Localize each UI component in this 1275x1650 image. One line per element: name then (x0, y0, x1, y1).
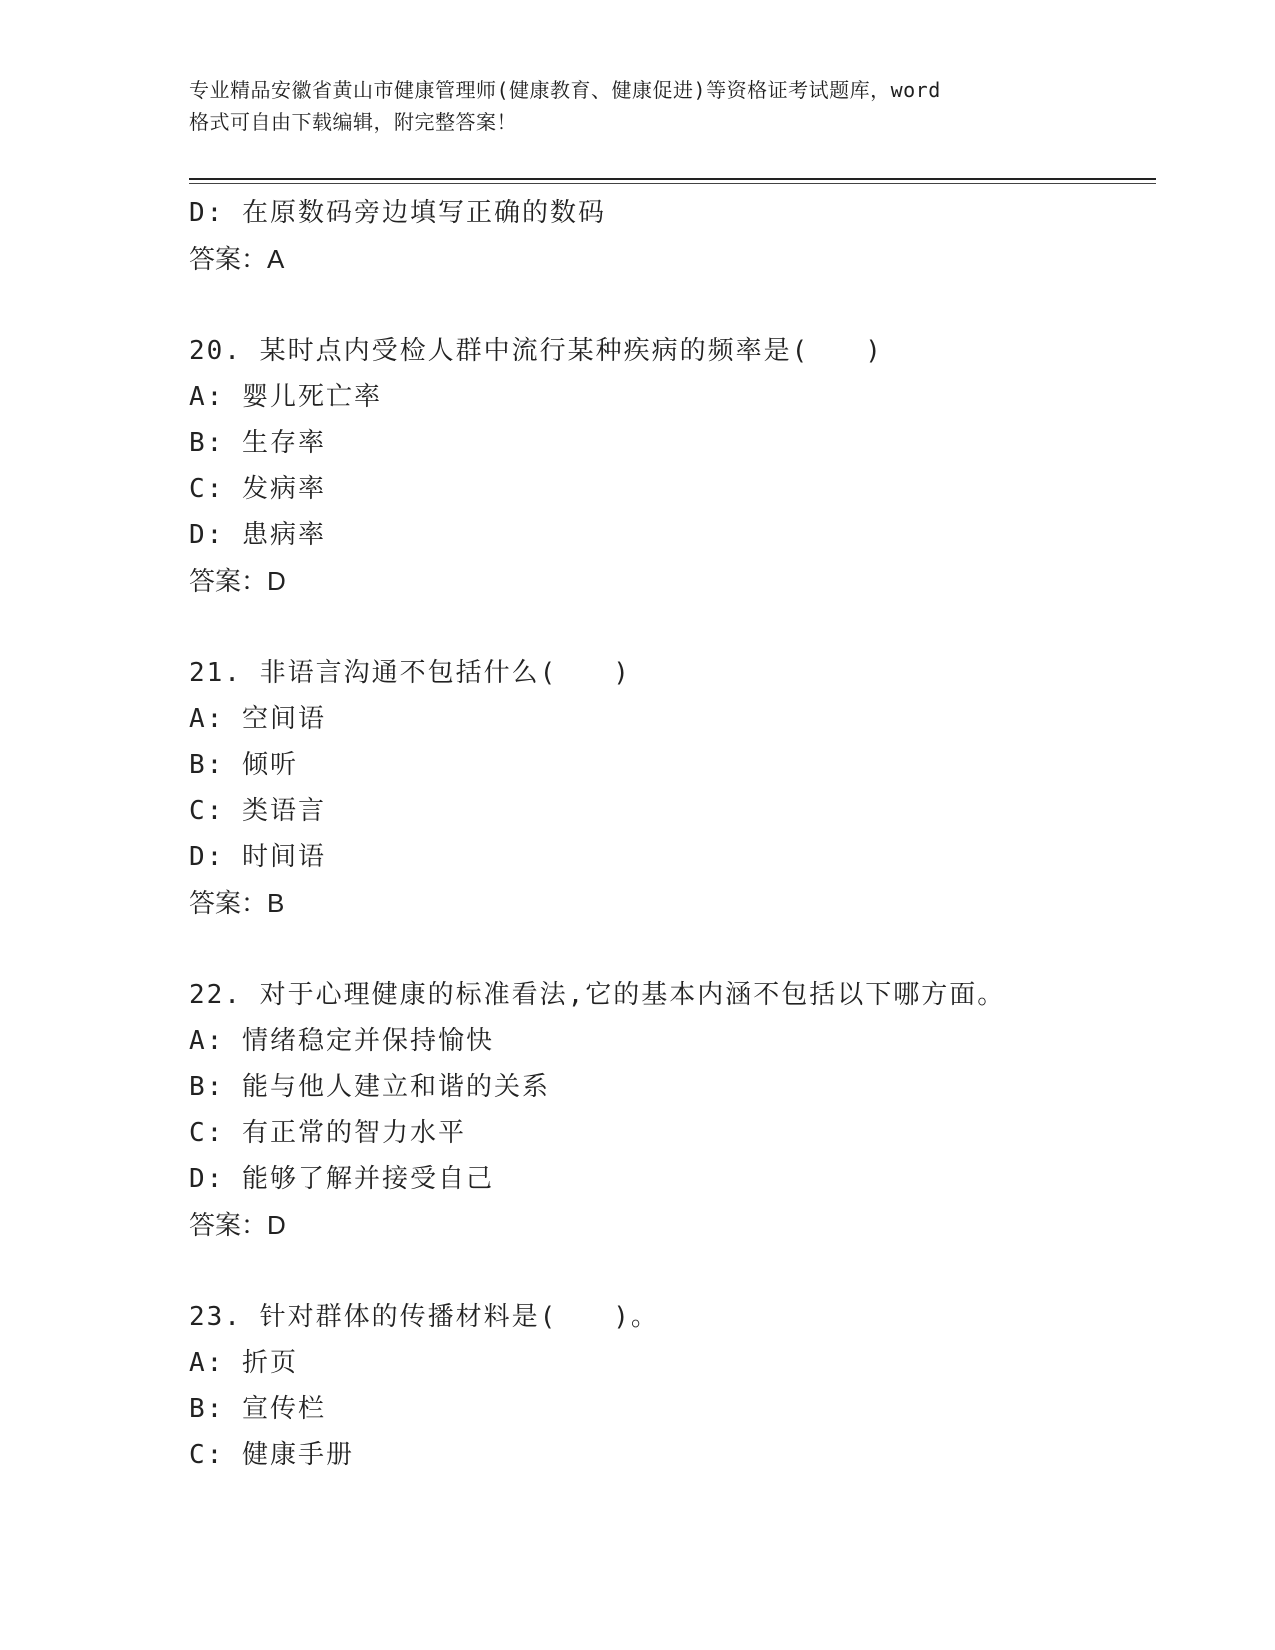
option-a: A: 情绪稳定并保持愉快 (189, 1026, 494, 1056)
question-list (189, 190, 1149, 1478)
option-a: A: 折页 (189, 1348, 298, 1378)
question-stem: 20. 某时点内受检人群中流行某种疾病的频率是( ) (189, 336, 883, 366)
option-d: D: 时间语 (189, 842, 326, 872)
option-b: B: 生存率 (189, 428, 326, 458)
header-divider-thick (189, 178, 1156, 180)
option-b: B: 倾听 (189, 750, 298, 780)
question-22 (189, 972, 1149, 1248)
question-19-tail (189, 190, 1149, 282)
answer-line: 答案：D (189, 566, 286, 596)
option-d: D: 能够了解并接受自己 (189, 1164, 494, 1194)
answer-line: 答案：B (189, 888, 285, 918)
question-20 (189, 328, 1149, 604)
option-a: A: 空间语 (189, 704, 326, 734)
spacer (189, 604, 1149, 650)
header-line-2: 格式可自由下载编辑，附完整答案！ (189, 110, 517, 134)
answer-line: 答案：A (189, 244, 285, 274)
question-23 (189, 1294, 1149, 1478)
question-21 (189, 650, 1149, 926)
option-b: B: 能与他人建立和谐的关系 (189, 1072, 550, 1102)
spacer (189, 1248, 1149, 1294)
option-c: C: 健康手册 (189, 1440, 354, 1470)
header-line-1: 专业精品安徽省黄山市健康管理师(健康教育、健康促进)等资格证考试题库，word (189, 78, 941, 102)
answer-line: 答案：D (189, 1210, 286, 1240)
option-c: C: 有正常的智力水平 (189, 1118, 466, 1148)
option-a: A: 婴儿死亡率 (189, 382, 382, 412)
document-header (189, 74, 1089, 138)
option-c: C: 类语言 (189, 796, 326, 826)
question-stem: 21. 非语言沟通不包括什么( ) (189, 658, 631, 688)
option-d: D: 患病率 (189, 520, 326, 550)
question-stem: 22. 对于心理健康的标准看法,它的基本内涵不包括以下哪方面。 (189, 980, 1006, 1010)
option-b: B: 宣传栏 (189, 1394, 326, 1424)
header-divider-thin (189, 183, 1156, 184)
option-c: C: 发病率 (189, 474, 326, 504)
option-d: D: 在原数码旁边填写正确的数码 (189, 198, 606, 228)
spacer (189, 926, 1149, 972)
question-stem: 23. 针对群体的传播材料是( )。 (189, 1302, 659, 1332)
spacer (189, 282, 1149, 328)
